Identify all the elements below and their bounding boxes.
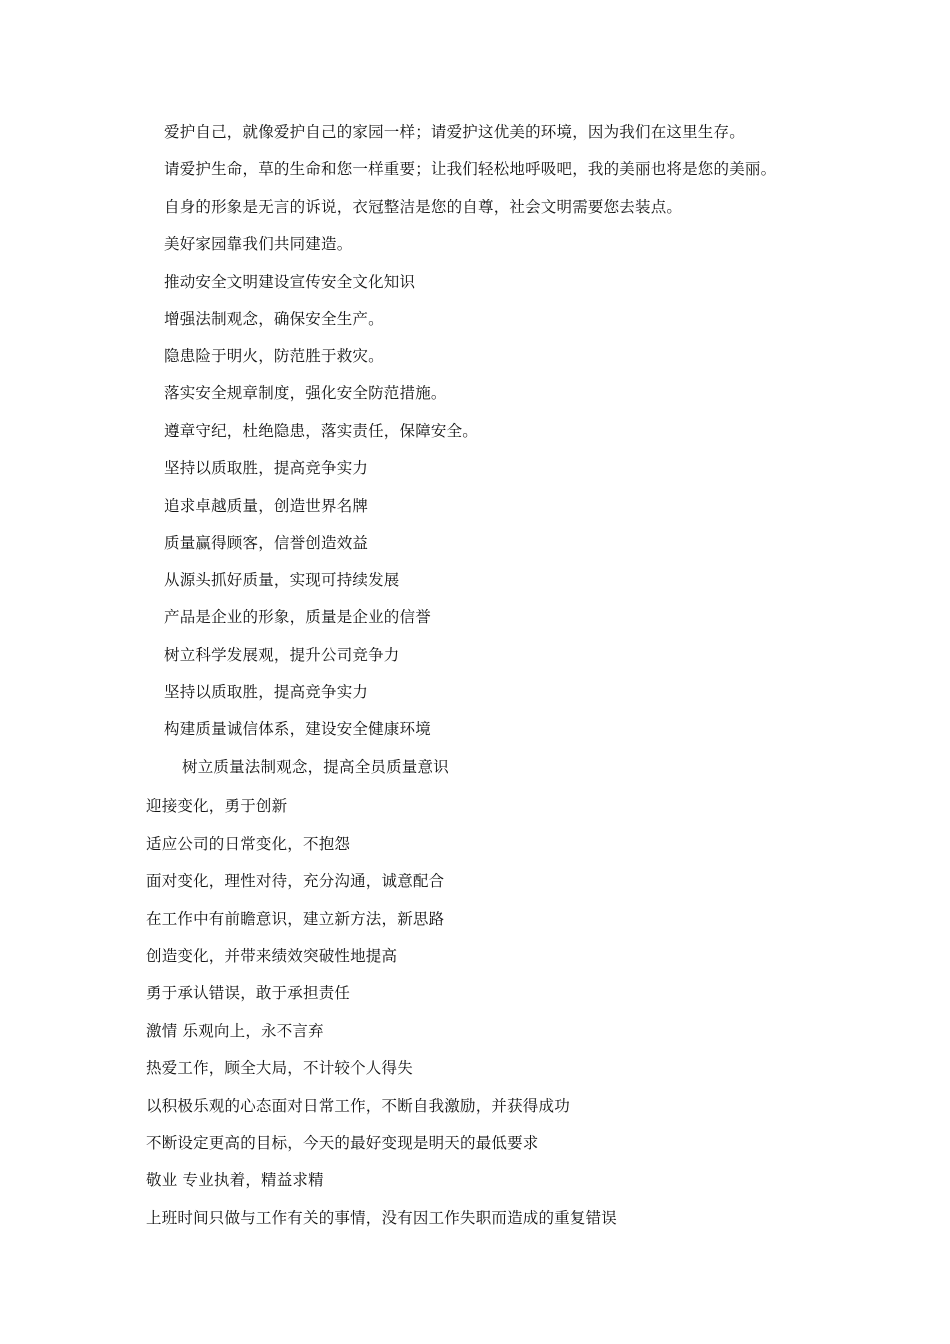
text-line: 请爱护生命，草的生命和您一样重要；让我们轻松地呼吸吧，我的美丽也将是您的美丽。 <box>164 160 777 178</box>
text-line: 不断设定更高的目标，今天的最好变现是明天的最低要求 <box>146 1134 539 1152</box>
text-line: 质量赢得顾客，信誉创造效益 <box>164 534 369 552</box>
text-line: 面对变化，理性对待，充分沟通，诚意配合 <box>146 872 445 890</box>
text-line: 坚持以质取胜，提高竞争实力 <box>164 459 369 477</box>
text-line: 敬业 专业执着，精益求精 <box>146 1171 324 1189</box>
text-line: 自身的形象是无言的诉说，衣冠整洁是您的自尊，社会文明需要您去装点。 <box>164 198 683 216</box>
text-line: 遵章守纪，杜绝隐患，落实责任，保障安全。 <box>164 422 479 440</box>
text-line: 以积极乐观的心态面对日常工作，不断自我激励，并获得成功 <box>146 1097 570 1115</box>
text-line: 上班时间只做与工作有关的事情，没有因工作失职而造成的重复错误 <box>146 1209 618 1227</box>
text-line: 创造变化，并带来绩效突破性地提高 <box>146 947 398 965</box>
text-line: 勇于承认错误，敢于承担责任 <box>146 984 351 1002</box>
text-line: 产品是企业的形象，质量是企业的信誉 <box>164 608 431 626</box>
text-line: 构建质量诚信体系，建设安全健康环境 <box>164 720 431 738</box>
text-line: 从源头抓好质量，实现可持续发展 <box>164 571 400 589</box>
text-line: 增强法制观念，确保安全生产。 <box>164 310 384 328</box>
text-line: 隐患险于明火，防范胜于救灾。 <box>164 347 384 365</box>
text-line: 迎接变化，勇于创新 <box>146 797 288 815</box>
text-line: 美好家园靠我们共同建造。 <box>164 235 353 253</box>
text-line: 树立质量法制观念，提高全员质量意识 <box>182 758 449 776</box>
text-line: 落实安全规章制度，强化安全防范措施。 <box>164 384 447 402</box>
text-line: 在工作中有前瞻意识，建立新方法，新思路 <box>146 910 445 928</box>
text-line: 爱护自己，就像爱护自己的家园一样；请爱护这优美的环境，因为我们在这里生存。 <box>164 123 745 141</box>
text-line: 热爱工作，顾全大局，不计较个人得失 <box>146 1059 413 1077</box>
text-line: 追求卓越质量，创造世界名牌 <box>164 497 369 515</box>
text-line: 推动安全文明建设宣传安全文化知识 <box>164 273 416 291</box>
text-line: 树立科学发展观，提升公司竞争力 <box>164 646 400 664</box>
text-line: 适应公司的日常变化，不抱怨 <box>146 835 351 853</box>
text-line: 坚持以质取胜，提高竞争实力 <box>164 683 369 701</box>
text-line: 激情 乐观向上，永不言弃 <box>146 1022 324 1040</box>
